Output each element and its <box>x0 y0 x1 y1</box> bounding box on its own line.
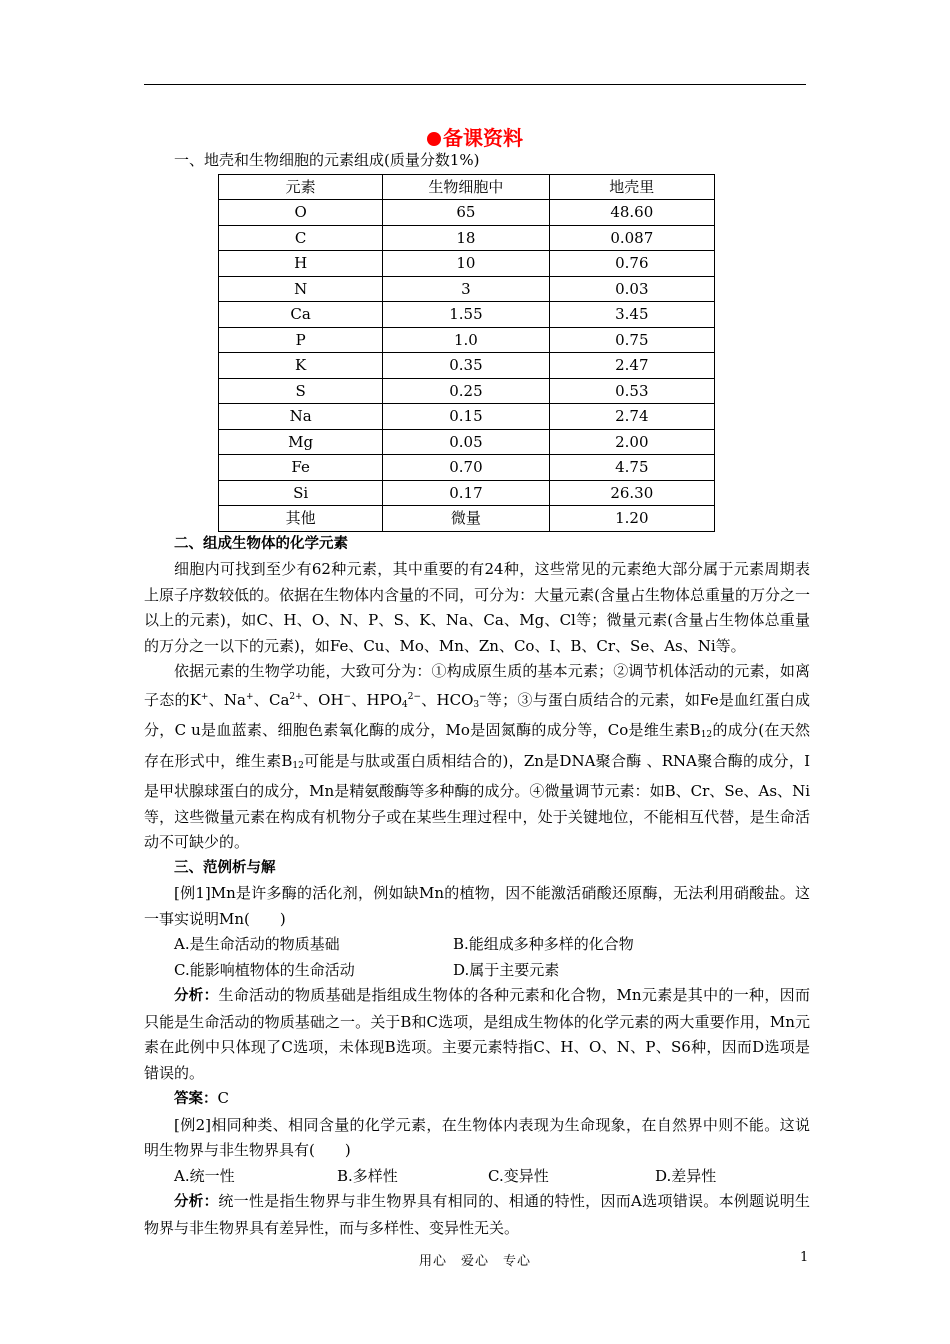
table-cell: 2.74 <box>549 404 714 430</box>
table-cell: 0.25 <box>383 378 549 404</box>
table-cell: 10 <box>383 251 549 277</box>
table-row <box>219 455 715 481</box>
example2-options <box>144 1164 810 1190</box>
table-row <box>219 302 715 328</box>
table-cell: 1.55 <box>383 302 549 328</box>
table-row <box>219 480 715 506</box>
section2-heading: 二、组成生物体的化学元素 <box>174 535 348 552</box>
table-cell: Fe <box>219 455 383 481</box>
example2-option-b: B.多样性 <box>337 1166 398 1185</box>
table-row <box>219 378 715 404</box>
table-cell: 0.05 <box>383 429 549 455</box>
example1-answer: 答案：C <box>174 1089 229 1107</box>
table-cell: 48.60 <box>549 200 714 226</box>
table-cell: 0.70 <box>383 455 549 481</box>
table-cell: 0.03 <box>549 276 714 302</box>
title-text: 备课资料 <box>443 126 523 150</box>
table-cell: 18 <box>383 225 549 251</box>
table-cell: 0.35 <box>383 353 549 379</box>
footer-motto: 用心 爱心 专心 <box>418 1254 531 1269</box>
example2-question: [例2]相同种类、相同含量的化学元素，在生物体内表现为生命现象，在自然界中则不能。这说明生物界与非生物界具有( ) <box>144 1115 810 1159</box>
table-cell: 0.15 <box>383 404 549 430</box>
table-cell: K <box>219 353 383 379</box>
section3-heading: 三、范例析与解 <box>174 859 276 876</box>
section2-para2: 依据元素的生物学功能，大致可分为：①构成原生质的基本元素；②调节机体活动的元素，如离子态的K+、Na+、$Ca^{2+}$、OH−、$HPO_4^{2-}$、$HCO_3^-$等；③与蛋白质结合的元素，如Fe是血红蛋白成分，C u是血蓝素、细胞色素氧化酶的成分，Mo是固氮酶的成分等，Co是维生素$B_{12}$的成分(在天然存在形式中，维生素$B_{12}$可能是与肽或蛋白质相结合的)，Zn是DNA聚合酶 、RNA聚合酶的成分，I是甲状腺球蛋白的成分，Mn是精氨酸酶等多种酶的成分。④微量调节元素：如B、Cr、Se、As、Ni等，这些微量元素在构成有机物分子或在某些生理过程中，处于关键地位，不能相互代替，是生命活动不可缺少的。 <box>144 662 810 851</box>
table-cell: H <box>219 251 383 277</box>
table-cell: Na <box>219 404 383 430</box>
example2-option-d: D.差异性 <box>655 1166 717 1185</box>
table-header-cell: 生物细胞中 <box>383 174 549 200</box>
table-cell: 3.45 <box>549 302 714 328</box>
table-cell: 2.00 <box>549 429 714 455</box>
table-cell: S <box>219 378 383 404</box>
example1-option-d: D.属于主要元素 <box>453 960 560 979</box>
table-cell: 1.20 <box>549 506 714 532</box>
page-number: 1 <box>800 1250 809 1265</box>
table-cell: 其他 <box>219 506 383 532</box>
example1-option-c: C.能影响植物体的生命活动 <box>174 960 355 979</box>
table-cell: 0.53 <box>549 378 714 404</box>
document-body <box>144 148 810 1241</box>
table-cell: C <box>219 225 383 251</box>
table-cell: 65 <box>383 200 549 226</box>
table-cell: 0.087 <box>549 225 714 251</box>
table-row <box>219 251 715 277</box>
table-cell: 1.0 <box>383 327 549 353</box>
table-header-cell: 地壳里 <box>549 174 714 200</box>
table-header-row <box>219 174 715 200</box>
table-cell: 0.17 <box>383 480 549 506</box>
table-cell: Mg <box>219 429 383 455</box>
table-cell: 4.75 <box>549 455 714 481</box>
table-header-cell: 元素 <box>219 174 383 200</box>
table-cell: 0.76 <box>549 251 714 277</box>
table-row <box>219 327 715 353</box>
example1-options-row1 <box>144 932 810 958</box>
table-cell: P <box>219 327 383 353</box>
example1-option-b: B.能组成多种多样的化合物 <box>453 935 634 953</box>
example2-option-c: C.变异性 <box>488 1166 549 1185</box>
table-row <box>219 506 715 532</box>
table-cell: 0.75 <box>549 327 714 353</box>
table-cell: 3 <box>383 276 549 302</box>
table-row <box>219 276 715 302</box>
table-cell: Ca <box>219 302 383 328</box>
table-cell: O <box>219 200 383 226</box>
example1-analysis: 分析：生命活动的物质基础是指组成生物体的各种元素和化合物，Mn元素是其中的一种，因而只能是生命活动的物质基础之一。关于B和C选项，是组成生物体的化学元素的两大重要作用，Mn元素在此例中只体现了C选项，未体现B选项。主要元素特指C、H、O、N、P、S6种，因而D选项是错误的。 <box>144 986 810 1082</box>
example2-analysis: 分析：统一性是指生物界与非生物界具有相同的、相通的特性，因而A选项错误。本例题说明生物界与非生物界具有差异性，而与多样性、变异性无关。 <box>144 1192 810 1237</box>
table-row <box>219 404 715 430</box>
section1-heading: 一、地壳和生物细胞的元素组成(质量分数1%) <box>174 151 480 169</box>
example2-option-a: A.统一性 <box>174 1166 235 1185</box>
header-rule <box>144 84 806 85</box>
table-cell: 2.47 <box>549 353 714 379</box>
section2-para1: 细胞内可找到至少有62种元素，其中重要的有24种，这些常见的元素绝大部分属于元素周期表上原子序数较低的。依据在生物体内含量的不同，可分为：大量元素(含量占生物体总重量的万分之一以上的元素)，如C、H、O、N、P、S、K、Na、Ca、Mg、Cl等；微量元素(含量占生物体总重量的万分之一以下的元素)，如Fe、Cu、Mo、Mn、Zn、Co、I、B、Cr、Se、As、Ni等。 <box>144 560 810 655</box>
example1-option-a: A.是生命活动的物质基础 <box>174 935 340 953</box>
table-cell: 26.30 <box>549 480 714 506</box>
table-row <box>219 429 715 455</box>
table-row <box>219 225 715 251</box>
table-cell: N <box>219 276 383 302</box>
table-cell: 微量 <box>383 506 549 532</box>
bullet-icon <box>427 132 441 146</box>
table-row <box>219 200 715 226</box>
table-row <box>219 353 715 379</box>
page-title <box>0 122 950 151</box>
example1-options-row2 <box>144 958 810 984</box>
table-cell: Si <box>219 480 383 506</box>
example1-question: [例1]Mn是许多酶的活化剂，例如缺Mn的植物，因不能激活硝酸还原酶，无法利用硝酸盐。这一事实说明Mn( ) <box>144 884 810 928</box>
element-table <box>218 174 715 532</box>
